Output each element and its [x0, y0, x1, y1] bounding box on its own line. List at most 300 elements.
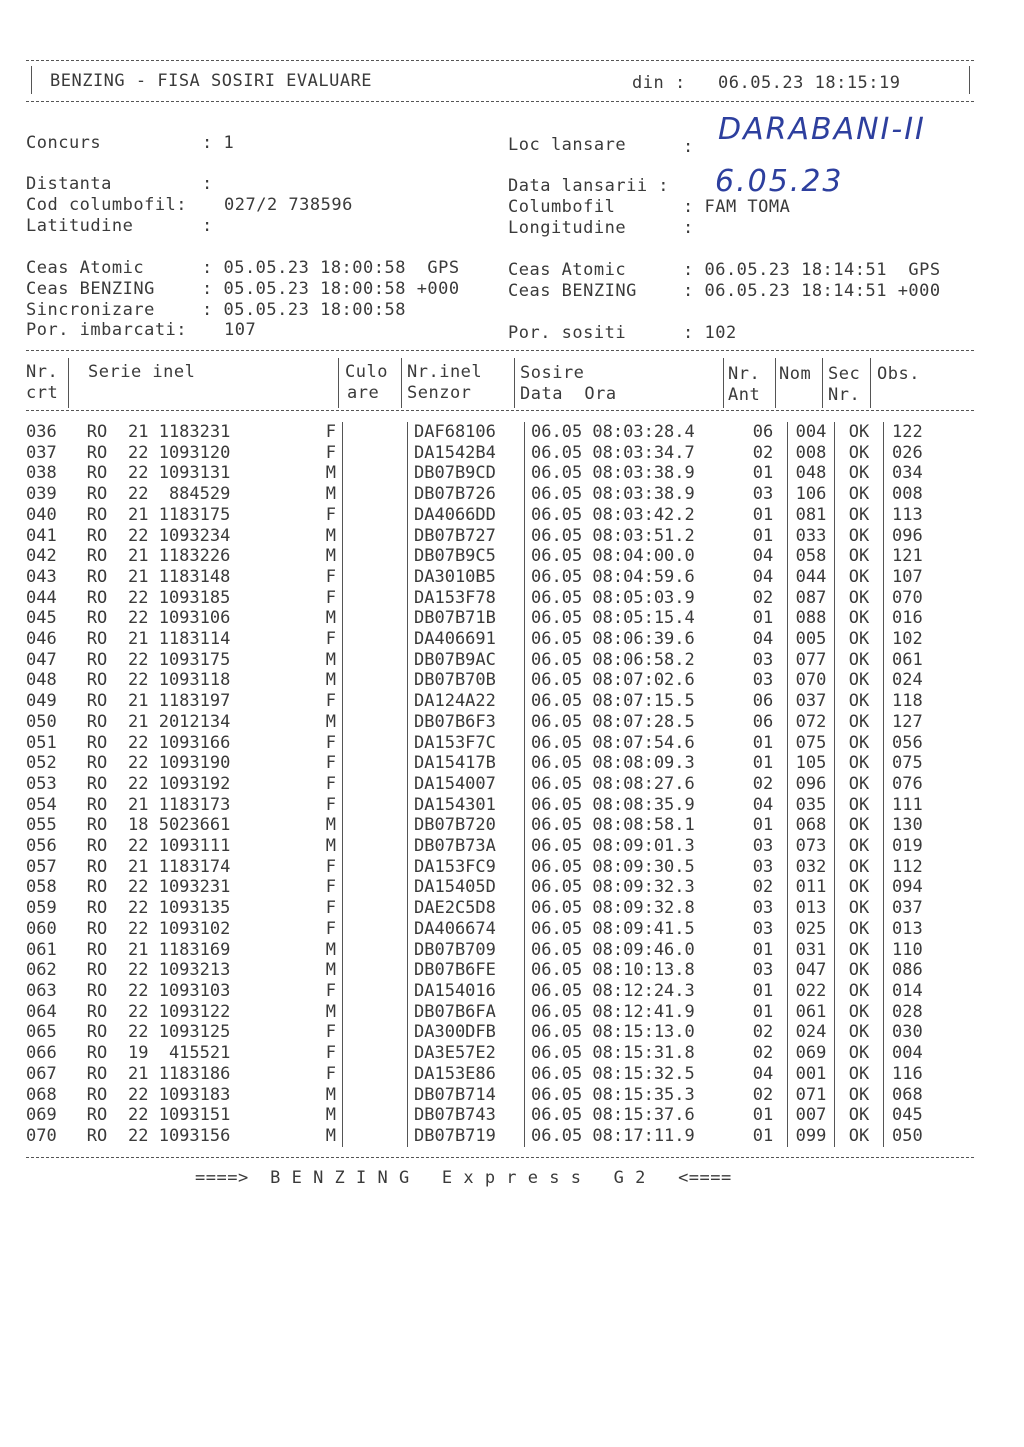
row-sec: OK [835, 753, 884, 774]
row-culoare [343, 836, 408, 857]
row-tara: RO [86, 980, 108, 1001]
table-row [26, 505, 952, 526]
row-sec: OK [835, 608, 884, 629]
row-sosire: 06.05 08:15:31.8 [525, 1043, 740, 1064]
row-senzor: DB07B9CD [408, 463, 525, 484]
row-culoare [343, 567, 408, 588]
col-senz-2: Senzor [407, 383, 472, 403]
row-sex: M [325, 608, 336, 629]
row-senzor: DB07B6FA [408, 1002, 525, 1023]
row-nr: 059 [26, 898, 57, 919]
row-tara: RO [86, 960, 108, 981]
col-obs: Obs. [877, 364, 920, 384]
row-serie: 21 1183173 [128, 794, 231, 815]
row-obs: 045 [884, 1105, 953, 1126]
row-sex: F [325, 877, 336, 898]
row-nr: 056 [26, 836, 57, 857]
row-ant: 03 [752, 484, 774, 505]
col-nr-1: Nr. [26, 362, 59, 382]
row-senzor: DA154016 [408, 981, 525, 1002]
row-nr: 044 [26, 587, 57, 608]
loc-lansare-handwritten: DARABANI-II [718, 112, 926, 147]
row-senzor: DA153FC9 [408, 857, 525, 878]
row-senzor: DB07B719 [408, 1126, 525, 1147]
row-ant: 04 [752, 629, 774, 650]
row-culoare [343, 422, 408, 443]
row-tara: RO [86, 587, 108, 608]
row-tara: RO [86, 546, 108, 567]
row-sosire: 06.05 08:07:15.5 [525, 691, 740, 712]
table-row [26, 857, 952, 878]
row-nr: 058 [26, 877, 57, 898]
row-culoare [343, 443, 408, 464]
row-nr: 057 [26, 856, 57, 877]
row-culoare [343, 650, 408, 671]
row-culoare [343, 940, 408, 961]
row-sosire: 06.05 08:06:39.6 [525, 629, 740, 650]
row-culoare [343, 484, 408, 505]
sincronizare-label: Sincronizare [26, 300, 155, 320]
row-nr: 053 [26, 773, 57, 794]
row-sex: F [325, 732, 336, 753]
table-row [26, 940, 952, 961]
row-tara: RO [86, 608, 108, 629]
row-nom: 005 [788, 629, 835, 650]
row-obs: 111 [884, 795, 953, 816]
row-culoare [343, 795, 408, 816]
row-sosire: 06.05 08:03:51.2 [525, 526, 740, 547]
row-sex: F [325, 1043, 336, 1064]
row-sec: OK [835, 484, 884, 505]
row-sec: OK [835, 960, 884, 981]
longitudine-label: Longitudine [508, 218, 627, 238]
distanta-value: : [202, 174, 213, 194]
row-nr: 048 [26, 670, 57, 691]
row-nom: 013 [788, 898, 835, 919]
row-sosire: 06.05 08:15:37.6 [525, 1105, 740, 1126]
ceas-atomic-label-2: Ceas Atomic [508, 260, 627, 280]
row-nr: 062 [26, 960, 57, 981]
row-sosire: 06.05 08:03:34.7 [525, 443, 740, 464]
row-sosire: 06.05 08:10:13.8 [525, 960, 740, 981]
row-tara: RO [86, 753, 108, 774]
row-ant: 04 [752, 566, 774, 587]
table-row [26, 608, 952, 629]
row-ant: 03 [752, 960, 774, 981]
row-tara: RO [86, 794, 108, 815]
row-sec: OK [835, 546, 884, 567]
row-serie: 21 1183169 [128, 939, 231, 960]
row-sosire: 06.05 08:09:01.3 [525, 836, 740, 857]
row-sec: OK [835, 567, 884, 588]
row-nr: 046 [26, 629, 57, 650]
row-obs: 050 [884, 1126, 953, 1147]
row-nom: 032 [788, 857, 835, 878]
row-serie: 22 1093231 [128, 877, 231, 898]
row-obs: 130 [884, 815, 953, 836]
row-sosire: 06.05 08:06:58.2 [525, 650, 740, 671]
row-sex: M [325, 463, 336, 484]
row-obs: 127 [884, 712, 953, 733]
concurs-value: : 1 [202, 133, 235, 153]
row-tara: RO [86, 939, 108, 960]
row-nom: 048 [788, 463, 835, 484]
row-tara: RO [86, 1043, 108, 1064]
row-nr: 042 [26, 546, 57, 567]
row-senzor: DA15417B [408, 753, 525, 774]
row-sec: OK [835, 463, 884, 484]
row-ant: 03 [752, 918, 774, 939]
row-tara: RO [86, 1084, 108, 1105]
ceas-benzing-label: Ceas BENZING [26, 279, 155, 299]
table-row [26, 463, 952, 484]
row-tara: RO [86, 836, 108, 857]
table-row [26, 1126, 952, 1147]
sositi-value: : 102 [683, 323, 737, 343]
row-senzor: DB07B714 [408, 1085, 525, 1106]
row-culoare [343, 815, 408, 836]
row-nr: 061 [26, 939, 57, 960]
row-ant: 03 [752, 836, 774, 857]
col-sep [870, 358, 871, 408]
table-row [26, 443, 952, 464]
arrivals-table [26, 422, 952, 1147]
row-sosire: 06.05 08:07:54.6 [525, 733, 740, 754]
row-sec: OK [835, 650, 884, 671]
row-nr: 050 [26, 711, 57, 732]
row-nom: 081 [788, 505, 835, 526]
row-sosire: 06.05 08:08:58.1 [525, 815, 740, 836]
row-tara: RO [86, 442, 108, 463]
table-row [26, 753, 952, 774]
row-sex: M [325, 960, 336, 981]
row-ant: 02 [752, 587, 774, 608]
row-tara: RO [86, 856, 108, 877]
row-culoare [343, 960, 408, 981]
row-tara: RO [86, 815, 108, 836]
row-serie: 22 1093190 [128, 753, 231, 774]
row-sosire: 06.05 08:03:28.4 [525, 422, 740, 443]
row-obs: 026 [884, 443, 953, 464]
row-nr: 052 [26, 753, 57, 774]
table-row [26, 588, 952, 609]
row-serie: 22 1093111 [128, 836, 231, 857]
row-sec: OK [835, 1022, 884, 1043]
row-sec: OK [835, 815, 884, 836]
row-tara: RO [86, 525, 108, 546]
row-ant: 02 [752, 1043, 774, 1064]
ceas-benzing-end: : 06.05.23 18:14:51 +000 [683, 281, 941, 301]
row-serie: 22 1093156 [128, 1125, 231, 1146]
row-nom: 025 [788, 919, 835, 940]
row-nr: 038 [26, 463, 57, 484]
row-senzor: DA1542B4 [408, 443, 525, 464]
table-row [26, 1022, 952, 1043]
distanta-label: Distanta [26, 174, 112, 194]
row-nom: 075 [788, 733, 835, 754]
row-nom: 031 [788, 940, 835, 961]
row-ant: 03 [752, 898, 774, 919]
ceas-benzing-start: : 05.05.23 18:00:58 +000 [202, 279, 460, 299]
row-nr: 051 [26, 732, 57, 753]
longitudine-value: : [683, 218, 694, 238]
row-nr: 037 [26, 442, 57, 463]
table-row [26, 981, 952, 1002]
table-bottom-rule [26, 1157, 974, 1158]
row-senzor: DB07B709 [408, 940, 525, 961]
row-serie: 21 1183186 [128, 1063, 231, 1084]
col-ant-1: Nr. [728, 364, 761, 384]
row-senzor: DA154301 [408, 795, 525, 816]
row-serie: 22 1093183 [128, 1084, 231, 1105]
row-ant: 06 [752, 691, 774, 712]
row-senzor: DA153E86 [408, 1064, 525, 1085]
row-sex: M [325, 670, 336, 691]
row-culoare [343, 546, 408, 567]
row-serie: 22 1093185 [128, 587, 231, 608]
header-left-border [31, 66, 32, 94]
row-tara: RO [86, 484, 108, 505]
row-ant: 02 [752, 773, 774, 794]
row-serie: 22 1093213 [128, 960, 231, 981]
table-row [26, 795, 952, 816]
row-culoare [343, 774, 408, 795]
row-serie: 21 2012134 [128, 711, 231, 732]
data-lansarii-handwritten: 6.05.23 [715, 164, 844, 199]
row-sosire: 06.05 08:05:03.9 [525, 588, 740, 609]
col-serie: Serie inel [88, 362, 196, 382]
row-sex: F [325, 587, 336, 608]
row-senzor: DB07B727 [408, 526, 525, 547]
row-sec: OK [835, 733, 884, 754]
row-obs: 028 [884, 1002, 953, 1023]
row-serie: 22 1093131 [128, 463, 231, 484]
row-sosire: 06.05 08:15:35.3 [525, 1085, 740, 1106]
row-nr: 067 [26, 1063, 57, 1084]
row-nom: 008 [788, 443, 835, 464]
row-obs: 019 [884, 836, 953, 857]
row-obs: 086 [884, 960, 953, 981]
row-nom: 058 [788, 546, 835, 567]
row-senzor: DA406691 [408, 629, 525, 650]
report-title: BENZING - FISA SOSIRI EVALUARE [50, 71, 373, 91]
row-sosire: 06.05 08:04:59.6 [525, 567, 740, 588]
row-nr: 063 [26, 980, 57, 1001]
row-sex: F [325, 794, 336, 815]
row-culoare [343, 526, 408, 547]
row-culoare [343, 1002, 408, 1023]
table-row [26, 546, 952, 567]
table-row [26, 650, 952, 671]
col-senz-1: Nr.inel [407, 362, 483, 382]
row-senzor: DA154007 [408, 774, 525, 795]
row-culoare [343, 1126, 408, 1147]
row-serie: 22 884529 [128, 484, 231, 505]
row-nr: 070 [26, 1125, 57, 1146]
row-senzor: DB07B726 [408, 484, 525, 505]
row-nr: 047 [26, 649, 57, 670]
row-serie: 22 1093118 [128, 670, 231, 691]
row-ant: 04 [752, 546, 774, 567]
row-sex: F [325, 856, 336, 877]
row-obs: 034 [884, 463, 953, 484]
row-tara: RO [86, 670, 108, 691]
row-nr: 036 [26, 422, 57, 442]
row-serie: 22 1093192 [128, 773, 231, 794]
row-senzor: DA4066DD [408, 505, 525, 526]
row-sex: M [325, 711, 336, 732]
loc-lansare-sep: : [683, 137, 694, 157]
row-senzor: DB07B720 [408, 815, 525, 836]
row-nr: 040 [26, 504, 57, 525]
row-nom: 088 [788, 608, 835, 629]
columbofil-label: Columbofil [508, 197, 616, 217]
col-sep [822, 358, 823, 408]
sositi-label: Por. sositi [508, 323, 627, 343]
table-row [26, 815, 952, 836]
header-top-rule [26, 60, 974, 61]
table-row [26, 960, 952, 981]
row-serie: 21 1183148 [128, 566, 231, 587]
table-row [26, 1002, 952, 1023]
row-nom: 099 [788, 1126, 835, 1147]
row-nom: 096 [788, 774, 835, 795]
row-sec: OK [835, 1085, 884, 1106]
row-nom: 068 [788, 815, 835, 836]
row-nr: 045 [26, 608, 57, 629]
row-obs: 107 [884, 567, 953, 588]
row-ant: 01 [752, 980, 774, 1001]
row-serie: 21 1183197 [128, 691, 231, 712]
row-senzor: DB07B743 [408, 1105, 525, 1126]
row-nr: 039 [26, 484, 57, 505]
row-serie: 21 1183175 [128, 504, 231, 525]
row-nr: 068 [26, 1084, 57, 1105]
table-header-top-rule [26, 350, 974, 351]
row-nom: 070 [788, 670, 835, 691]
row-tara: RO [86, 463, 108, 484]
table-row [26, 422, 952, 443]
row-ant: 02 [752, 877, 774, 898]
row-tara: RO [86, 691, 108, 712]
row-nom: 024 [788, 1022, 835, 1043]
row-sosire: 06.05 08:03:38.9 [525, 463, 740, 484]
col-sec-1: Sec [828, 364, 861, 384]
row-sosire: 06.05 08:09:30.5 [525, 857, 740, 878]
table-row [26, 526, 952, 547]
row-sex: F [325, 918, 336, 939]
row-nom: 007 [788, 1105, 835, 1126]
row-sec: OK [835, 877, 884, 898]
table-row [26, 484, 952, 505]
row-sosire: 06.05 08:07:28.5 [525, 712, 740, 733]
row-obs: 094 [884, 877, 953, 898]
col-culo-1: Culo [345, 362, 388, 382]
row-culoare [343, 898, 408, 919]
row-serie: 21 1183174 [128, 856, 231, 877]
table-row [26, 712, 952, 733]
row-tara: RO [86, 1125, 108, 1146]
row-culoare [343, 1064, 408, 1085]
row-obs: 013 [884, 919, 953, 940]
col-sosire-1: Sosire [520, 363, 585, 383]
row-senzor: DA406674 [408, 919, 525, 940]
table-row [26, 1064, 952, 1085]
row-sec: OK [835, 1064, 884, 1085]
table-row [26, 1105, 952, 1126]
row-sex: F [325, 629, 336, 650]
row-culoare [343, 691, 408, 712]
row-sex: F [325, 1022, 336, 1043]
row-ant: 04 [752, 1063, 774, 1084]
row-sec: OK [835, 526, 884, 547]
row-obs: 037 [884, 898, 953, 919]
row-obs: 070 [884, 588, 953, 609]
row-sec: OK [835, 691, 884, 712]
cod-columbofil-label: Cod columbofil: [26, 195, 188, 215]
row-sosire: 06.05 08:15:32.5 [525, 1064, 740, 1085]
row-obs: 076 [884, 774, 953, 795]
row-sosire: 06.05 08:15:13.0 [525, 1022, 740, 1043]
row-nom: 071 [788, 1085, 835, 1106]
row-nom: 033 [788, 526, 835, 547]
row-culoare [343, 670, 408, 691]
row-sex: M [325, 1125, 336, 1146]
col-sep [775, 358, 776, 408]
row-senzor: DB07B9C5 [408, 546, 525, 567]
row-nom: 044 [788, 567, 835, 588]
row-nr: 041 [26, 525, 57, 546]
row-serie: 22 1093102 [128, 918, 231, 939]
row-serie: 21 1183226 [128, 546, 231, 567]
row-serie: 22 1093106 [128, 608, 231, 629]
row-senzor: DB07B9AC [408, 650, 525, 671]
row-sex: M [325, 1084, 336, 1105]
row-sex: M [325, 815, 336, 836]
row-sosire: 06.05 08:09:41.5 [525, 919, 740, 940]
row-senzor: DB07B6F3 [408, 712, 525, 733]
row-nr: 043 [26, 566, 57, 587]
row-ant: 03 [752, 856, 774, 877]
row-tara: RO [86, 649, 108, 670]
row-nr: 069 [26, 1105, 57, 1126]
row-sec: OK [835, 422, 884, 443]
row-sex: M [325, 484, 336, 505]
col-nom: Nom [779, 364, 812, 384]
row-sex: M [325, 1001, 336, 1022]
table-row [26, 1043, 952, 1064]
row-sex: F [325, 566, 336, 587]
row-tara: RO [86, 1105, 108, 1126]
row-sex: F [325, 753, 336, 774]
table-row [26, 691, 952, 712]
row-serie: 22 1093234 [128, 525, 231, 546]
row-senzor: DA300DFB [408, 1022, 525, 1043]
table-row [26, 670, 952, 691]
row-obs: 075 [884, 753, 953, 774]
row-nr: 054 [26, 794, 57, 815]
row-nr: 065 [26, 1022, 57, 1043]
row-sec: OK [835, 795, 884, 816]
row-sec: OK [835, 1002, 884, 1023]
row-obs: 016 [884, 608, 953, 629]
table-header-bottom-rule [26, 410, 974, 411]
table-row [26, 733, 952, 754]
row-serie: 21 1183114 [128, 629, 231, 650]
row-senzor: DA3010B5 [408, 567, 525, 588]
row-sex: F [325, 422, 336, 442]
row-obs: 112 [884, 857, 953, 878]
